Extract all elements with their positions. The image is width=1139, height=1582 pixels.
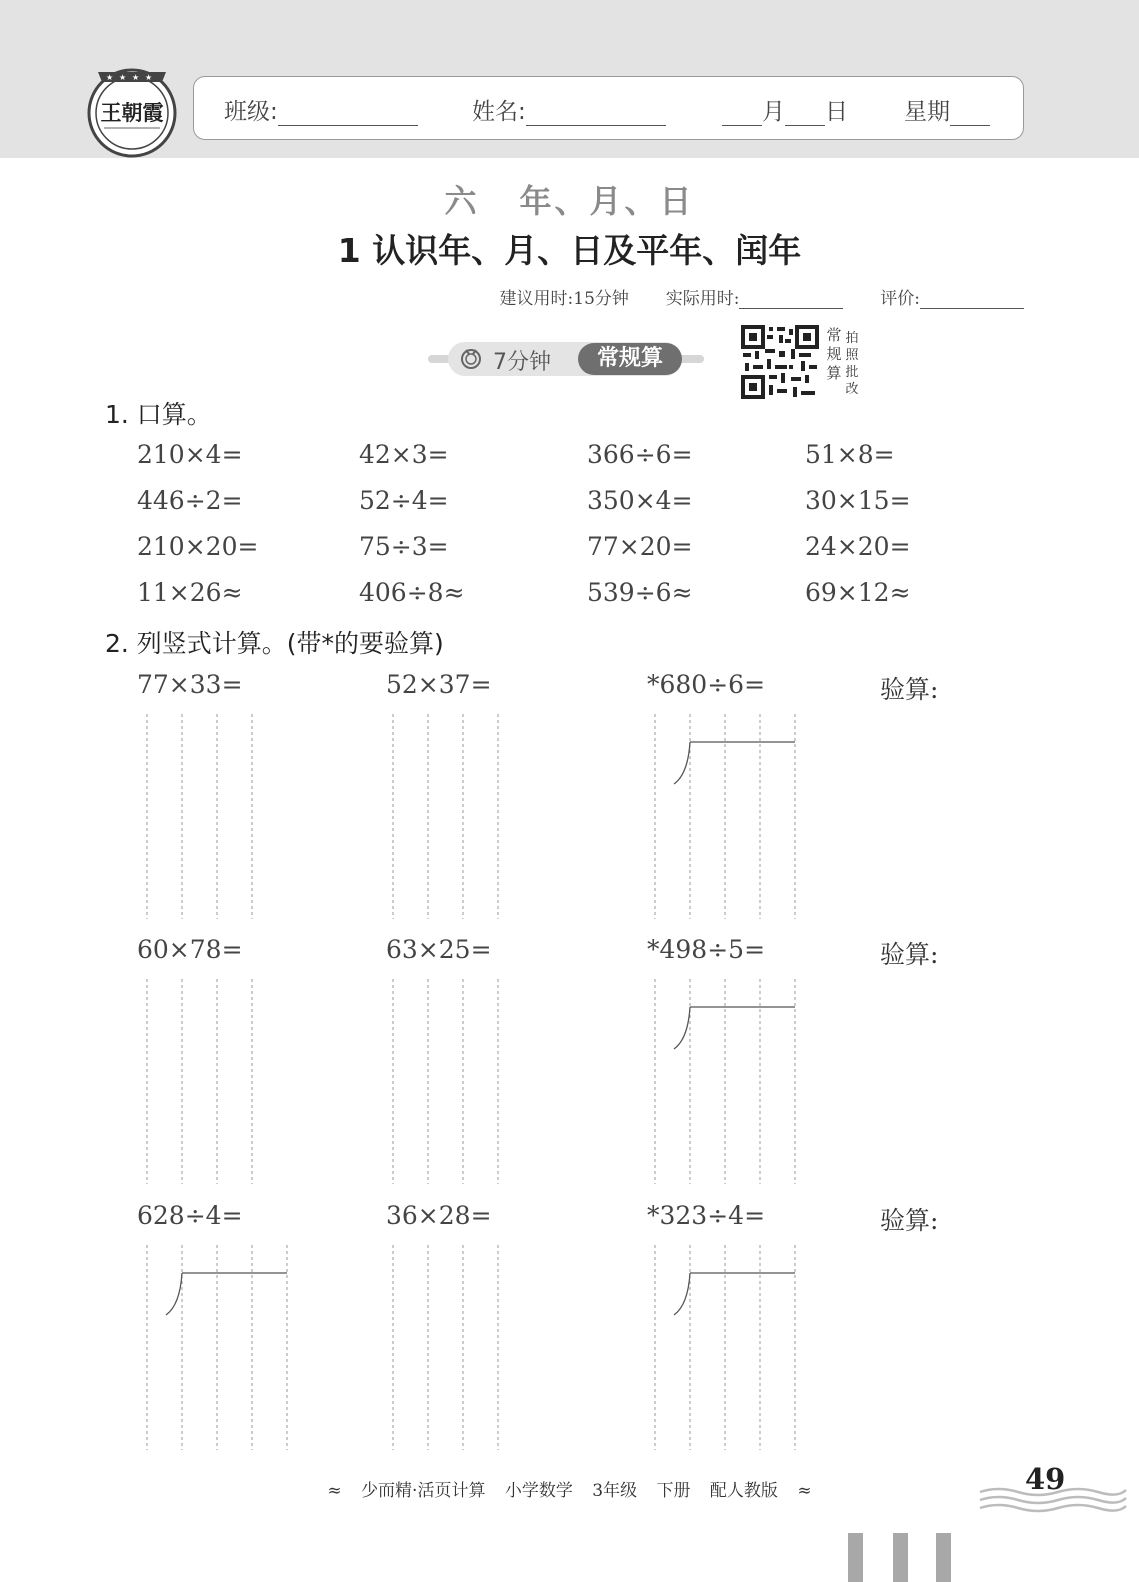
mental-problem: 77×20= bbox=[587, 532, 693, 561]
mental-problem: 42×3= bbox=[359, 440, 449, 469]
actual-time-blank[interactable] bbox=[739, 290, 843, 309]
svg-text:★: ★ bbox=[132, 73, 140, 82]
mental-problem: 406÷8≈ bbox=[359, 578, 465, 607]
work-grid[interactable] bbox=[392, 979, 502, 1184]
mental-problem: 539÷6≈ bbox=[587, 578, 693, 607]
student-info-box bbox=[193, 76, 1024, 140]
division-grid[interactable] bbox=[146, 1245, 291, 1450]
mental-problem: 11×26≈ bbox=[137, 578, 243, 607]
mental-problem: 446÷2= bbox=[137, 486, 243, 515]
section2-heading: 2. 列竖式计算。(带*的要验算) bbox=[105, 629, 444, 658]
mental-problem: 52÷4= bbox=[359, 486, 449, 515]
vertical-problem: *498÷5= bbox=[647, 935, 766, 964]
vertical-problem: 63×25= bbox=[386, 935, 492, 964]
wave-icon: ≈ bbox=[327, 1481, 342, 1501]
check-label: 验算: bbox=[880, 675, 939, 704]
work-grid[interactable] bbox=[392, 1245, 502, 1450]
vertical-problem: *323÷4= bbox=[647, 1201, 766, 1230]
division-grid[interactable] bbox=[654, 1245, 799, 1450]
rating-blank[interactable] bbox=[920, 290, 1024, 309]
badge-minutes: 7分钟 bbox=[493, 350, 551, 375]
actual-time-label: 实际用时: bbox=[665, 289, 740, 309]
rating-label: 评价: bbox=[880, 289, 920, 309]
name-field[interactable]: 姓名: bbox=[472, 93, 666, 126]
mental-problem: 210×4= bbox=[137, 440, 243, 469]
vertical-problem: *680÷6= bbox=[647, 670, 766, 699]
svg-text:★: ★ bbox=[119, 73, 127, 82]
page-edge-tab bbox=[936, 1533, 951, 1582]
check-label: 验算: bbox=[880, 940, 939, 969]
mental-problem: 24×20= bbox=[805, 532, 911, 561]
page-edge-tab bbox=[848, 1533, 863, 1582]
badge-tag: 常规算 bbox=[578, 343, 682, 375]
svg-text:王朝霞: 王朝霞 bbox=[100, 100, 164, 125]
vertical-problem: 77×33= bbox=[137, 670, 243, 699]
wave-icon: ≈ bbox=[797, 1481, 812, 1501]
wave-decoration-icon bbox=[978, 1484, 1128, 1516]
lesson-title: 1 认识年、月、日及平年、闰年 bbox=[337, 231, 802, 270]
unit-title: 六 年、月、日 bbox=[444, 182, 695, 220]
publisher-logo bbox=[86, 58, 178, 158]
page-number: 49 bbox=[1025, 1462, 1066, 1496]
vertical-problem: 52×37= bbox=[386, 670, 492, 699]
mental-problem: 366÷6= bbox=[587, 440, 693, 469]
mental-problem: 210×20= bbox=[137, 532, 259, 561]
section-badge bbox=[428, 342, 704, 376]
svg-text:★: ★ bbox=[106, 73, 114, 82]
mental-problem: 75÷3= bbox=[359, 532, 449, 561]
mental-problem: 30×15= bbox=[805, 486, 911, 515]
mental-problem: 51×8= bbox=[805, 440, 895, 469]
vertical-problem: 60×78= bbox=[137, 935, 243, 964]
time-row bbox=[500, 284, 1024, 309]
division-grid[interactable] bbox=[654, 714, 799, 919]
date-field[interactable]: 月 日 bbox=[722, 93, 848, 126]
page-footer: ≈ 少而精·活页计算 小学数学 3年级 下册 配人教版 ≈ bbox=[327, 1481, 812, 1501]
qr-code-icon[interactable] bbox=[741, 325, 819, 399]
page-edge-tab bbox=[893, 1533, 908, 1582]
vertical-problem: 628÷4= bbox=[137, 1201, 243, 1230]
svg-text:★: ★ bbox=[145, 73, 153, 82]
work-grid[interactable] bbox=[392, 714, 502, 919]
check-label: 验算: bbox=[880, 1206, 939, 1235]
vertical-problem: 36×28= bbox=[386, 1201, 492, 1230]
suggested-time: 建议用时:15分钟 bbox=[499, 289, 629, 309]
mental-problem: 350×4= bbox=[587, 486, 693, 515]
mental-problem: 69×12≈ bbox=[805, 578, 911, 607]
section1-heading: 1. 口算。 bbox=[105, 400, 212, 429]
qr-caption-main: 常 规 算 bbox=[826, 326, 842, 382]
weekday-field[interactable]: 星期 bbox=[904, 93, 990, 126]
qr-caption-sub: 拍 照 批 改 bbox=[845, 331, 859, 397]
class-field[interactable]: 班级: bbox=[224, 93, 418, 126]
work-grid[interactable] bbox=[146, 714, 256, 919]
medal-clock-icon bbox=[460, 347, 482, 369]
division-grid[interactable] bbox=[654, 979, 799, 1184]
work-grid[interactable] bbox=[146, 979, 256, 1184]
